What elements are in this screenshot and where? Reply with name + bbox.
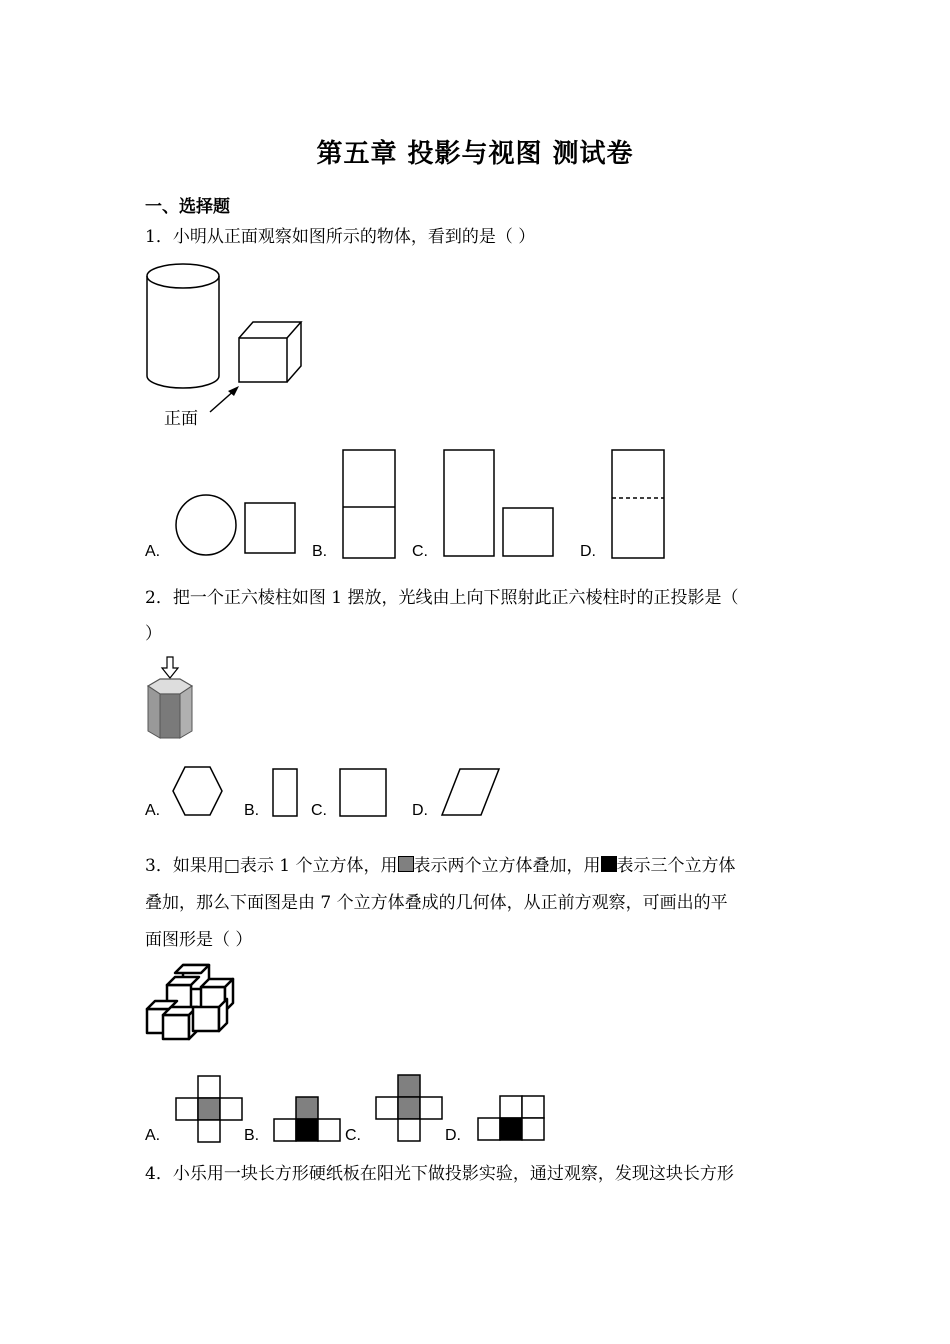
q1-option-a-figure [175, 495, 300, 560]
question-3-text-line1 [145, 848, 810, 885]
q3-option-c-label: C. [345, 1127, 361, 1144]
q1-option-a-label: A. [145, 543, 161, 560]
question-3-text-line2: 叠加，那么下面图是由 7 个立方体叠成的几何体，从正前方观察，可画出的平 [145, 893, 728, 913]
q2-option-d-label: D. [412, 802, 428, 819]
q3-option-b-label: B. [244, 1127, 260, 1144]
q2-option-a-hexagon [172, 765, 224, 817]
section-heading: 一、选择题 [145, 197, 230, 217]
q3-option-d-label: D. [445, 1127, 461, 1144]
q2-option-c-square [339, 768, 389, 818]
q2-option-c-label: C. [311, 802, 327, 819]
q2-figure-hexagonal-prism [144, 657, 200, 742]
front-label: 正面 [164, 409, 198, 428]
question-2-text-line1: 2．把一个正六棱柱如图 1 摆放，光线由上向下照射此正六棱柱时的正投影是（ [145, 588, 739, 608]
q1-option-c-label: C. [412, 543, 428, 560]
q2-option-b-label: B. [244, 802, 260, 819]
black-square-icon [601, 856, 617, 872]
q3-figure-stacked-cubes [145, 963, 235, 1043]
q3-line1-part3: 表示三个立方体 [616, 856, 736, 876]
q1-option-b-figure [342, 449, 397, 561]
q3-line1-part1: 3．如果用□表示 1 个立方体，用 [145, 856, 398, 876]
q3-option-a-grid [176, 1075, 246, 1145]
q3-option-b-grid [274, 1075, 344, 1145]
question-1-text: 1．小明从正面观察如图所示的物体，看到的是（ ） [145, 227, 536, 247]
q1-option-d-figure [611, 449, 667, 561]
q2-option-a-label: A. [145, 802, 161, 819]
q3-option-a-label: A. [145, 1127, 161, 1144]
question-2-text-line2: ） [145, 624, 162, 644]
q1-option-c-figure [442, 449, 557, 561]
question-4-text: 4．小乐用一块长方形硬纸板在阳光下做投影实验，通过观察，发现这块长方形 [145, 1164, 734, 1184]
q3-line1-part2: 表示两个立方体叠加，用 [413, 856, 601, 876]
page-title: 第五章 投影与视图 测试卷 [316, 139, 634, 169]
q2-option-d-parallelogram [441, 768, 501, 818]
q1-option-d-label: D. [580, 543, 596, 560]
q3-option-d-grid [478, 1095, 548, 1145]
gray-square-icon [398, 856, 414, 872]
q3-option-c-grid [376, 1075, 446, 1145]
q2-option-b-rectangle [272, 768, 300, 818]
question-3-text-line3: 面图形是（ ） [145, 930, 253, 950]
q1-option-b-label: B. [312, 543, 328, 560]
